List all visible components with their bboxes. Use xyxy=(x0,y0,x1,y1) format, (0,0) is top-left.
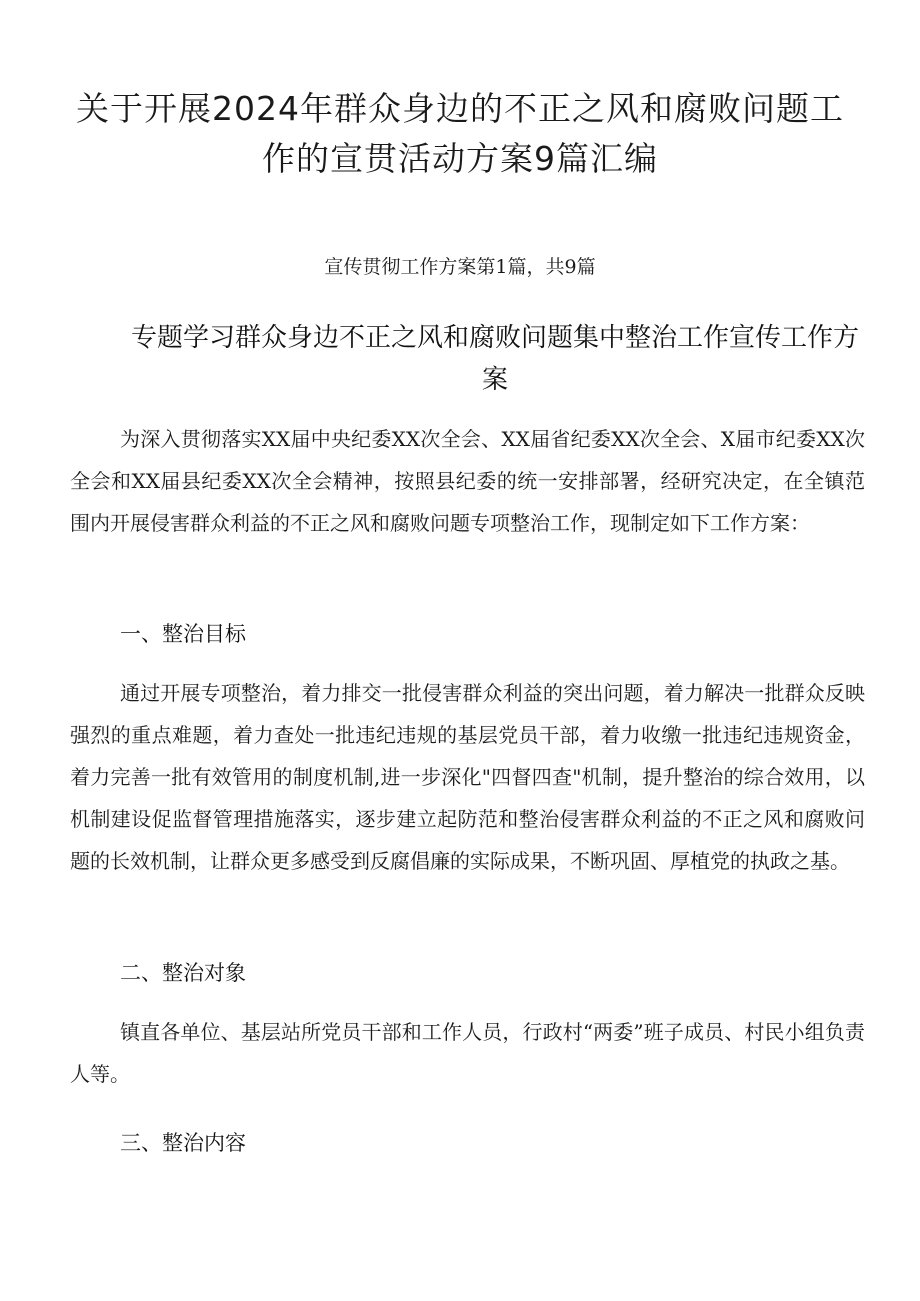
heading-content: 三、整治内容 xyxy=(120,1131,246,1155)
intro-paragraph: 为深入贯彻落实XX届中央纪委XX次全会、XX届省纪委XX次全会、X届市纪委XX次全会和XX届县纪委XX次全会精神，按照县纪委的统一安排部署，经研究决定，在全镇范围内开展侵害群众利益的不正之风和腐败问题专项整治工作，现制定如下工作方案： xyxy=(70,427,865,535)
section-title: 专题学习群众身边不正之风和腐败问题集中整治工作宣传工作方案 xyxy=(130,323,859,395)
heading-targets: 二、整治对象 xyxy=(120,961,246,985)
goals-paragraph: 通过开展专项整治，着力排交一批侵害群众利益的突出问题，着力解决一批群众反映强烈的重点难题，着力查处一批违纪违规的基层党员干部，着力收缴一批违纪违规资金，着力完善一批有效管用的制度机制,进一步深化"四督四查"机制，提升整治的综合效用，以机制建设促监督管理措施落实，逐步建立起防范和整治侵害群众利益的不正之风和腐败问题的长效机制，让群众更多感受到反腐倡廉的实际成果，不断巩固、厚植党的执政之基。 xyxy=(70,681,865,873)
document-title: 关于开展2024年群众身边的不正之风和腐败问题工作的宣贯活动方案9篇汇编 xyxy=(76,89,844,178)
document-subtitle: 宣传贯彻工作方案第1篇，共9篇 xyxy=(324,256,596,278)
heading-goals: 一、整治目标 xyxy=(120,622,246,646)
targets-paragraph: 镇直各单位、基层站所党员干部和工作人员，行政村“两委”班子成员、村民小组负责人等。 xyxy=(70,1020,865,1086)
